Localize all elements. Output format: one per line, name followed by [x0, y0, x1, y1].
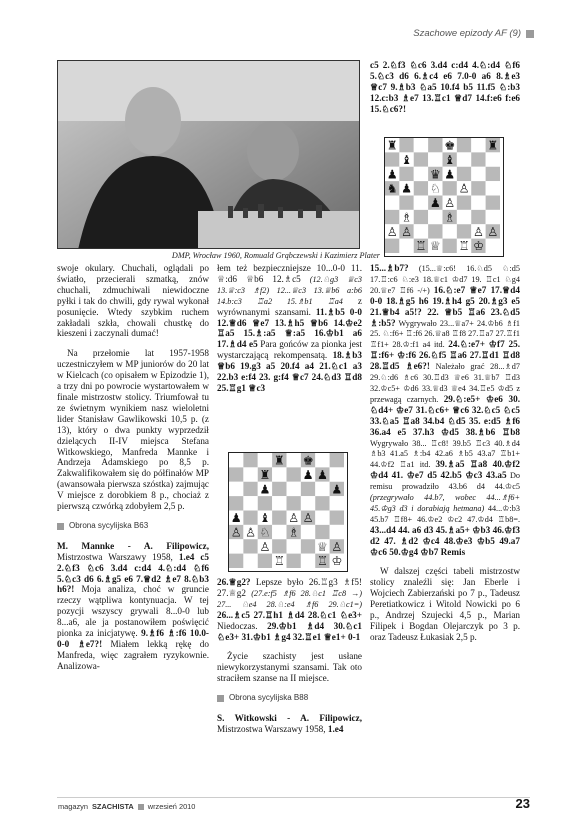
- chess-piece-icon: ♙: [444, 196, 456, 210]
- moves: 26...♗c5 27.♖h1 ♗d4 28.♘c1 ♘e3+: [217, 609, 362, 620]
- board-square: [243, 511, 257, 525]
- magazine-name: SZACHISTA: [92, 802, 134, 811]
- chess-piece-icon: ♗: [401, 210, 413, 225]
- board-square: [272, 482, 286, 496]
- board-square: [315, 482, 329, 496]
- text: Para gońców za pionka jest wystarczającą rekompensatą.: [217, 339, 362, 361]
- variation-note: (15...♕:c6! 16.♘d5 ♘:d5 17.♖:c6 ♘:e3 18.♕c1 ♔d7 19. ♖c1 ♘g4 20.♕e7 ♖f6 -/+): [370, 264, 520, 295]
- game-1-text: [57, 541, 209, 672]
- text: Wygrywało 23...♕a7+ 24.♔b6 ♗f1 25. ♘:f6+ ♖:f6 26.♕a8 ♖f8 27.♖a7 27.♖f1 ♖f1+ 28.♔:f1 a4 itd.: [370, 318, 520, 350]
- text: Należało grać 28...♗d7 29.♘:d6 ♗c6 30.♖d3 ♕e6 31.♕b7 ♖d3 32.♔c5+ ♔d6 33.♕d3 ♕e4 34.♖e5 ♔d5 z przewagą czarnych.: [370, 362, 520, 404]
- board-square: [243, 453, 257, 467]
- board-square: [243, 482, 257, 496]
- board-square: [399, 239, 413, 253]
- section-label-text: Obrona sycylijska B88: [229, 693, 309, 703]
- board-square: [330, 525, 344, 539]
- column-2: [217, 263, 362, 403]
- chess-piece-icon: ♘: [259, 525, 271, 540]
- board-square: [414, 210, 428, 224]
- moves: 16.♘:e7 ♕e7 17.♕d4 0-0 18.♗g5 h6 19.♗h4 g5 20.♗g3 e5 21.♕b4 a5!? 22. ♕b5 ♖a6 23.♘d5 ♗:b5?: [370, 284, 520, 328]
- board-square: [315, 496, 329, 510]
- game-2-event: Mistrzostwa Warszawy 1958,: [217, 723, 328, 734]
- board-square: [385, 152, 399, 166]
- game-1-comment-2: Miałem lekką rękę do Manfreda, więc zagrałem ryzykownie. Analizowa-: [57, 639, 209, 671]
- board-square: [330, 453, 344, 467]
- board-square: [315, 511, 329, 525]
- game-1-comment: Moja analiza, choć w gruncie rzeczy wątpliwa kontynuacja. W tej pozycji wszyscy grywali 8...0-0 lub 8...a6, ale ja postanowiłem poświęcić pionka za inicjatywę.: [57, 584, 209, 639]
- board-square: [486, 181, 500, 195]
- board-square: [385, 210, 399, 224]
- board-square: [414, 167, 428, 181]
- header-square-icon: [526, 30, 534, 38]
- board-square: [428, 138, 442, 152]
- chess-board: [229, 453, 344, 568]
- board-square: [330, 511, 344, 525]
- game-1-moves: 1.e4 c5 2.♘f3 ♘c6 3.d4 c:d4 4.♘:d4 ♘f6 5.♘c3 d6 6.♗g5 e6 7.♕d2 ♗e7 8.♘b3 h6?!: [57, 551, 209, 595]
- board-square: [315, 453, 329, 467]
- board-square: [315, 525, 329, 539]
- chess-piece-icon: ♗: [444, 210, 456, 225]
- text: łem też bezpieczniejsze 10...0-0 11. ♕:d6 ♕b6 12.♗c5: [217, 263, 362, 284]
- section-square-icon: [217, 695, 224, 702]
- column-3-top: [370, 60, 520, 124]
- chess-piece-icon: ♟: [316, 467, 328, 482]
- chess-piece-icon: ♚: [444, 138, 456, 153]
- board-square: [301, 482, 315, 496]
- board-square: [258, 554, 272, 568]
- game-2-moves: 1.e4: [327, 723, 344, 734]
- board-square: [486, 239, 500, 253]
- board-square: [330, 467, 344, 481]
- board-square: [229, 496, 243, 510]
- footer-rule: [57, 797, 530, 798]
- board-square: [486, 152, 500, 166]
- board-square: [272, 467, 286, 481]
- chess-piece-icon: ♟: [302, 467, 314, 482]
- game-1-moves-2: 9.♗f6 ♗:f6 10.0-0-0 ♗e7?!: [57, 628, 209, 649]
- board-square: [443, 224, 457, 238]
- closing-paragraph-3: W dalszej części tabeli mistrzostw stolicy znaleźli się: Jan Eberle i Wojciech Zabierzański po 7 p., Tadeusz Peretiatkowicz i Witold Nowicki po 6 p., Andrzej Szujecki 4,5 p., Marian Filipek i Bogdan Olejarczyk po 3 p. oraz Tadeusz Łukasiak 2,5 p.: [370, 566, 520, 642]
- moves: 43...d4 44. a6 d3 45.♗a5+ ♔b3 46.♔f3 d2 47. ♗d2 ♔c4 48.♔e3 ♔b5 49.a7 ♔c6 50.♔g4 ♔b7 Remis: [370, 524, 520, 557]
- board-square: [414, 196, 428, 210]
- game-2-players: S. Witkowski - A. Filipowicz,: [217, 713, 362, 724]
- moves: 29.♘:e5+ ♔e6 30. ♘d4+ ♔e7 31.♘c6+ ♕c6 32.♘c5 ♘c5 33.♘a5 ♖a8 34.b4 ♘d5 35. e:d5 ♗f6 36.a4 e5 37.h3 ♔d5 38.♗b6 ♖b8: [370, 393, 520, 437]
- board-square: [457, 152, 471, 166]
- board-square: [229, 467, 243, 481]
- board-square: [471, 210, 485, 224]
- closing-paragraph: Życie szachisty jest usłane niewykorzystanymi szansami. Tak oto straciłem szanse na II miejsce.: [217, 651, 362, 684]
- chess-piece-icon: ♙: [230, 525, 242, 540]
- chess-diagram-2: [384, 137, 504, 257]
- board-square: [385, 239, 399, 253]
- photo-caption: DMP, Wrocław 1960, Romuald Grąbczewski i Kazimierz Plater: [171, 251, 380, 260]
- board-square: [471, 181, 485, 195]
- chess-piece-icon: ♟: [429, 196, 441, 210]
- variation-note: (27.e:f5 ♗f6 28.♘c1 ♖c8 →) 27... ♘e4 28.♘:e4 ♗f6 29.♘c1=): [217, 588, 362, 609]
- board-square: [471, 196, 485, 210]
- column-2-lower: [217, 577, 362, 744]
- text: 44...♔:b3 45.b7 ♖f8+ 46.♔e2 ♔c2 47.♔d4 ♖b8=.: [370, 503, 520, 524]
- board-square: [486, 167, 500, 181]
- board-square: [287, 453, 301, 467]
- game-2-analysis: [370, 263, 520, 557]
- chess-board: [385, 138, 500, 253]
- board-square: [301, 539, 315, 553]
- text: Wygrywało 38... ♖c8! 39.b5 ♖c3 40.♗d4 ♗b3 41.a5 ♗:b4 42.a6 ♗b5 43.a7 ♖b1+ 44.♔f2 ♖a1 itd.: [370, 438, 520, 470]
- board-square: [229, 453, 243, 467]
- board-square: [301, 554, 315, 568]
- board-square: [258, 453, 272, 467]
- board-square: [330, 496, 344, 510]
- board-square: [229, 539, 243, 553]
- chess-piece-icon: ♜: [273, 453, 285, 468]
- paragraph-1: swoje okulary. Chuchali, oglądali po światło, przecierali szmatką, znów chuchali, zdmuchiwali niewidoczne pyłki i tak do chwili, gdy rywal wykonał posunięcie. Wtedy szybkim ruchem zakładali szkła, chowali chustkę do kieszeni i zaczynali dumać!: [57, 263, 209, 339]
- moves: 29.♔b1 ♗d4 30.♘c1 ♘e3+ 31.♔b1 ♗g4 32.♖e1 ♕e1+ 0-1: [217, 620, 362, 642]
- footer-square-icon: [138, 804, 144, 810]
- chess-piece-icon: ♝: [401, 152, 413, 167]
- section-label-1: [57, 521, 209, 532]
- chess-piece-icon: ♙: [458, 181, 470, 196]
- chess-piece-icon: ♙: [487, 224, 499, 239]
- game-1-ending: [217, 577, 362, 642]
- board-square: [301, 496, 315, 510]
- board-square: [486, 196, 500, 210]
- chess-piece-icon: ♟: [386, 167, 398, 182]
- moves: 18.♗b3 ♕b6 19.g3 a5 20.f4 a4 21.♘c1 a3 22.b3 e:f4 23. g:f4 ♕c7 24.♘d3 ♖d8 25.♖g1 ♕c3: [217, 350, 362, 393]
- board-square: [414, 138, 428, 152]
- chess-piece-icon: ♟: [230, 511, 242, 525]
- board-square: [457, 210, 471, 224]
- board-square: [287, 467, 301, 481]
- chess-piece-icon: ♟: [331, 482, 343, 497]
- chess-piece-icon: ♖: [273, 554, 285, 568]
- board-square: [287, 482, 301, 496]
- game-1-players: M. Mannke - A. Filipowicz,: [57, 540, 209, 551]
- game-2-header: [217, 713, 362, 735]
- board-square: [457, 224, 471, 238]
- board-square: [287, 554, 301, 568]
- moves: c5 2.♘f3 ♘c6 3.d4 c:d4 4.♘:d4 ♘f6 5.♘c3 d6 6.♗c4 e6 7.0-0 a6 8.♗e3 ♕c7 9.♗b3 ♘a5 10.f4 b5 11.f5 ♘:b3 12.c:b3 ♗e7 13.♖c1 ♕d7 14.f:e6 f:e6 15.♘c6?!: [370, 60, 520, 114]
- chess-piece-icon: ♞: [386, 181, 398, 196]
- board-square: [243, 554, 257, 568]
- moves: 24.♘:e7+ ♔f7 25. ♖:f6+ ♔:f6 26.♘f5 ♖a6 27.♖d1 ♖d8 28.♖d5 ♗e6?!: [370, 339, 520, 372]
- board-square: [471, 138, 485, 152]
- board-square: [486, 210, 500, 224]
- board-square: [229, 482, 243, 496]
- board-square: [471, 167, 485, 181]
- moves: 15...♗b7?: [370, 263, 409, 273]
- paragraph-2: Na przełomie lat 1957-1958 uczestniczyłem w MP juniorów do 20 lat w Kielcach (co opisałem w Epizodzie 1), a trzy dni po powrocie wystartowałem w finale mistrzostw stolicy. Triumfował tu ze świetnym wynikiem nasz wieloletni lider Stanisław Gawlikowski 10,5 p. (z 13), który o dwa punkty wyprzedził dzielących II-IV miejsca Stefana Witkowskiego, Manfreda Mannke i Andrzeja Adamskiego po 8,5 p. Zakwalifikowałem się do półfinałów MP (awansowała pierwsza szóstka) zajmując V miejsce z dorobkiem 8 p., chociaż z pierwszą czwórką zdobyłem 2,5 p.: [57, 348, 209, 512]
- section-square-icon: [57, 523, 64, 530]
- board-square: [399, 167, 413, 181]
- board-square: [428, 224, 442, 238]
- board-square: [272, 511, 286, 525]
- moves: 39.♗a5 ♖a8 40.♔f2 ♔d4 41. ♔e7 d5 42.b5 ♔c3 43.a5: [370, 459, 520, 481]
- chess-piece-icon: ♜: [386, 138, 398, 153]
- chess-piece-icon: ♟: [259, 482, 271, 497]
- board-square: [457, 196, 471, 210]
- board-square: [428, 210, 442, 224]
- footer-date: wrzesień 2010: [147, 802, 196, 811]
- board-square: [229, 554, 243, 568]
- chess-piece-icon: ♚: [302, 453, 314, 468]
- moves: 11.♗b5 0-0 12.♕d6 ♕e7 13.♗h5 ♕b6 14.♔e2 ♖a5 15.♗:a5 ♕:a5 16.♔b1 a6 17.♗d4 e5: [217, 306, 362, 350]
- text: Niedoczas.: [217, 620, 268, 631]
- chess-piece-icon: ♙: [386, 224, 398, 239]
- board-square: [243, 467, 257, 481]
- board-square: [258, 496, 272, 510]
- board-square: [457, 167, 471, 181]
- chess-piece-icon: ♝: [444, 152, 456, 167]
- board-square: [399, 138, 413, 152]
- chess-piece-icon: ♙: [259, 539, 271, 554]
- chess-piece-icon: ♜: [259, 467, 271, 482]
- text: Do remisu prowadziło 43.b6 d4 44.♔c5: [370, 471, 520, 492]
- chess-piece-icon: ♙: [401, 224, 413, 239]
- chess-piece-icon: ♔: [331, 554, 343, 568]
- game-1-event: Mistrzostwa Warszawy 1958,: [57, 551, 179, 562]
- board-square: [414, 152, 428, 166]
- board-square: [471, 152, 485, 166]
- board-square: [301, 525, 315, 539]
- board-square: [414, 224, 428, 238]
- chess-piece-icon: ♖: [415, 239, 427, 253]
- column-3: [370, 263, 520, 652]
- board-square: [272, 525, 286, 539]
- chess-piece-icon: ♙: [302, 511, 314, 525]
- chess-piece-icon: ♕: [316, 539, 328, 554]
- chess-piece-icon: ♖: [316, 554, 328, 568]
- board-square: [385, 196, 399, 210]
- chess-piece-icon: ♟: [444, 167, 456, 182]
- chess-piece-icon: ♗: [288, 525, 300, 540]
- board-square: [399, 196, 413, 210]
- photo-image: [58, 61, 360, 249]
- variation-note: (przegrywało 44.b7, wobec 44...♗f6+ 45.♔g3 d3 i dorabiają hetmana): [370, 493, 520, 513]
- board-square: [457, 138, 471, 152]
- footer-magazine: [58, 802, 195, 811]
- chess-diagram-1: [228, 452, 348, 572]
- board-square: [443, 181, 457, 195]
- column-1: [57, 263, 209, 681]
- chess-piece-icon: ♛: [429, 167, 441, 182]
- running-header: [413, 28, 534, 39]
- chess-piece-icon: ♕: [429, 239, 441, 253]
- chess-piece-icon: ♙: [245, 525, 257, 540]
- moves: 26.♕g2?: [217, 577, 251, 587]
- text: z wyrównanymi szansami.: [217, 295, 362, 317]
- chess-piece-icon: ♝: [259, 511, 271, 525]
- photo: [57, 60, 360, 249]
- section-label-2: [217, 693, 362, 704]
- board-square: [272, 539, 286, 553]
- chess-piece-icon: ♟: [401, 181, 413, 196]
- board-square: [287, 496, 301, 510]
- chess-piece-icon: ♙: [331, 539, 343, 554]
- game-2-moves-top: [370, 60, 520, 115]
- board-square: [414, 181, 428, 195]
- chess-piece-icon: ♙: [288, 511, 300, 525]
- board-square: [443, 239, 457, 253]
- variation-note: (12.♘g3 ♕c3 13.♕:c3 ♗f2) 12...♕c3 13.♕b6 a:b6 14.b:c3 ♖a2 15.♗b1 ♖a4: [217, 274, 362, 306]
- chess-piece-icon: ♔: [472, 239, 484, 253]
- header-title: Szachowe epizody AF (9): [413, 28, 521, 39]
- board-square: [287, 539, 301, 553]
- chess-piece-icon: ♙: [472, 224, 484, 239]
- board-square: [243, 539, 257, 553]
- chess-piece-icon: ♜: [487, 138, 499, 153]
- chess-piece-icon: ♘: [429, 181, 441, 196]
- board-square: [428, 152, 442, 166]
- magazine-prefix: magazyn: [58, 802, 88, 811]
- board-square: [243, 496, 257, 510]
- text: Lepsze było 26.♖g3 ♗f5! 27.♕g2: [217, 577, 362, 598]
- section-label-text: Obrona sycylijska B63: [69, 520, 149, 530]
- game-1-continuation: [217, 263, 362, 394]
- chess-piece-icon: ♖: [458, 239, 470, 253]
- page-number: 23: [515, 796, 530, 811]
- board-square: [272, 496, 286, 510]
